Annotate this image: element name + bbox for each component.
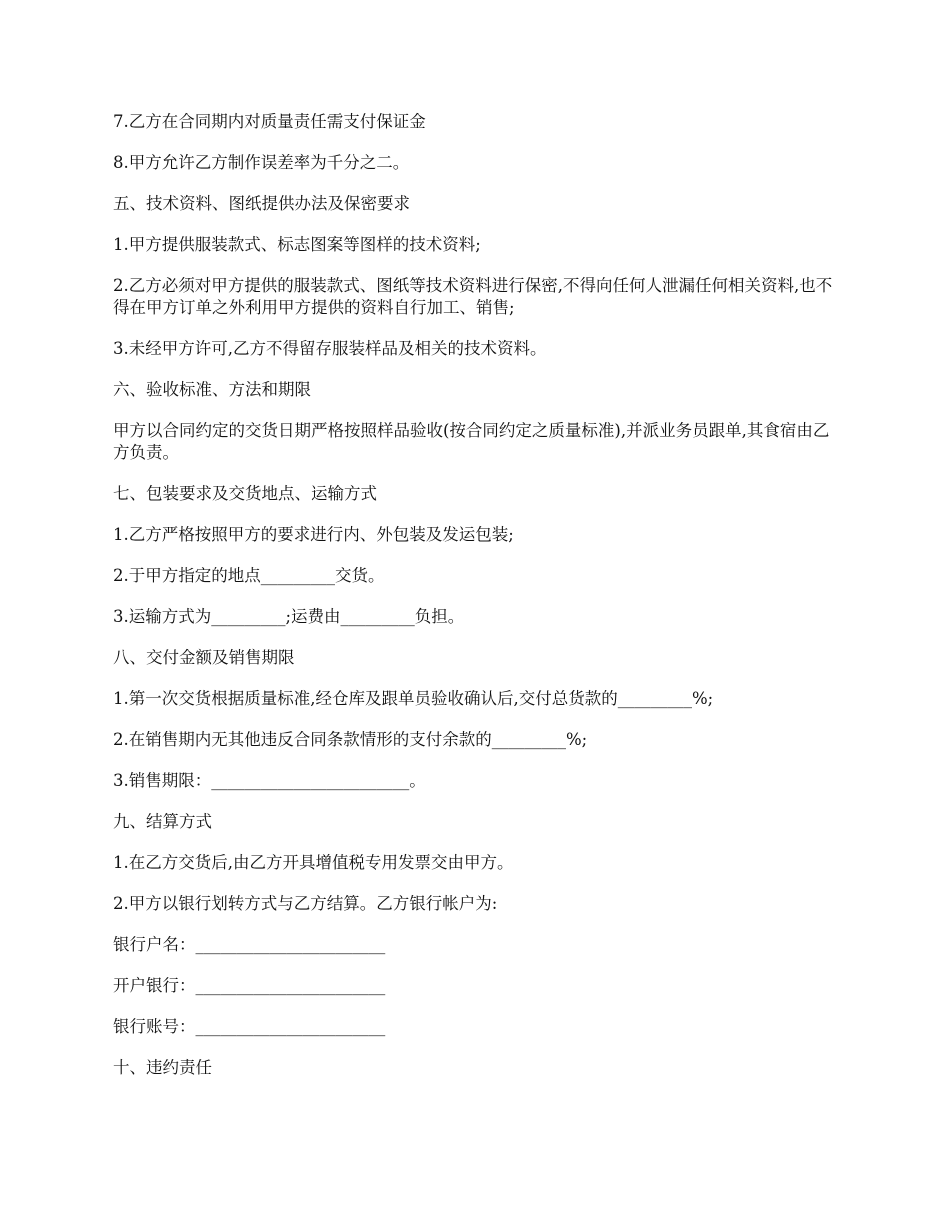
clause-7-item-3: 3.运输方式为_________;运费由_________负担。 xyxy=(113,607,465,626)
clause-9-item-1: 1.在乙方交货后,由乙方开具增值税专用发票交由甲方。 xyxy=(113,853,514,872)
clause-7-item-1: 1.乙方严格按照甲方的要求进行内、外包装及发运包装; xyxy=(113,525,514,544)
clause-8-item-3: 3.销售期限：________________________。 xyxy=(113,771,426,790)
section-5-heading: 五、技术资料、图纸提供办法及保密要求 xyxy=(113,194,410,213)
clause-7-item-2: 2.于甲方指定的地点_________交货。 xyxy=(113,566,385,585)
section-8-heading: 八、交付金额及销售期限 xyxy=(113,648,295,667)
bank-name: 开户银行：_______________________ xyxy=(113,976,386,995)
contract-body xyxy=(113,111,843,1098)
section-7-heading: 七、包装要求及交货地点、运输方式 xyxy=(113,484,377,503)
bank-account-name: 银行户名：_______________________ xyxy=(113,935,386,954)
clause-4-item-7: 7.乙方在合同期内对质量责任需支付保证金 xyxy=(113,112,426,131)
clause-8-item-1: 1.第一次交货根据质量标准,经仓库及跟单员验收确认后,交付总货款的_________%; xyxy=(113,689,714,708)
section-9-heading: 九、结算方式 xyxy=(113,812,212,831)
clause-5-item-3: 3.未经甲方许可,乙方不得留存服装样品及相关的技术资料。 xyxy=(113,339,547,358)
clause-9-item-2: 2.甲方以银行划转方式与乙方结算。乙方银行帐户为: xyxy=(113,894,498,913)
section-6-heading: 六、验收标准、方法和期限 xyxy=(113,380,311,399)
clause-5-item-2: 2.乙方必须对甲方提供的服装款式、图纸等技术资料进行保密,不得向任何人泄漏任何相关资料,也不得在甲方订单之外利用甲方提供的资料自行加工、销售; xyxy=(113,276,833,317)
bank-account-number: 银行账号：_______________________ xyxy=(113,1017,386,1036)
clause-4-item-8: 8.甲方允许乙方制作误差率为千分之二。 xyxy=(113,153,410,172)
section-10-heading: 十、违约责任 xyxy=(113,1058,212,1077)
clause-5-item-1: 1.甲方提供服装款式、标志图案等图样的技术资料; xyxy=(113,235,481,254)
clause-8-item-2: 2.在销售期内无其他违反合同条款情形的支付余款的_________%; xyxy=(113,730,588,749)
clause-6-text: 甲方以合同约定的交货日期严格按照样品验收(按合同约定之质量标准),并派业务员跟单,其食宿由乙方负责。 xyxy=(113,421,830,462)
